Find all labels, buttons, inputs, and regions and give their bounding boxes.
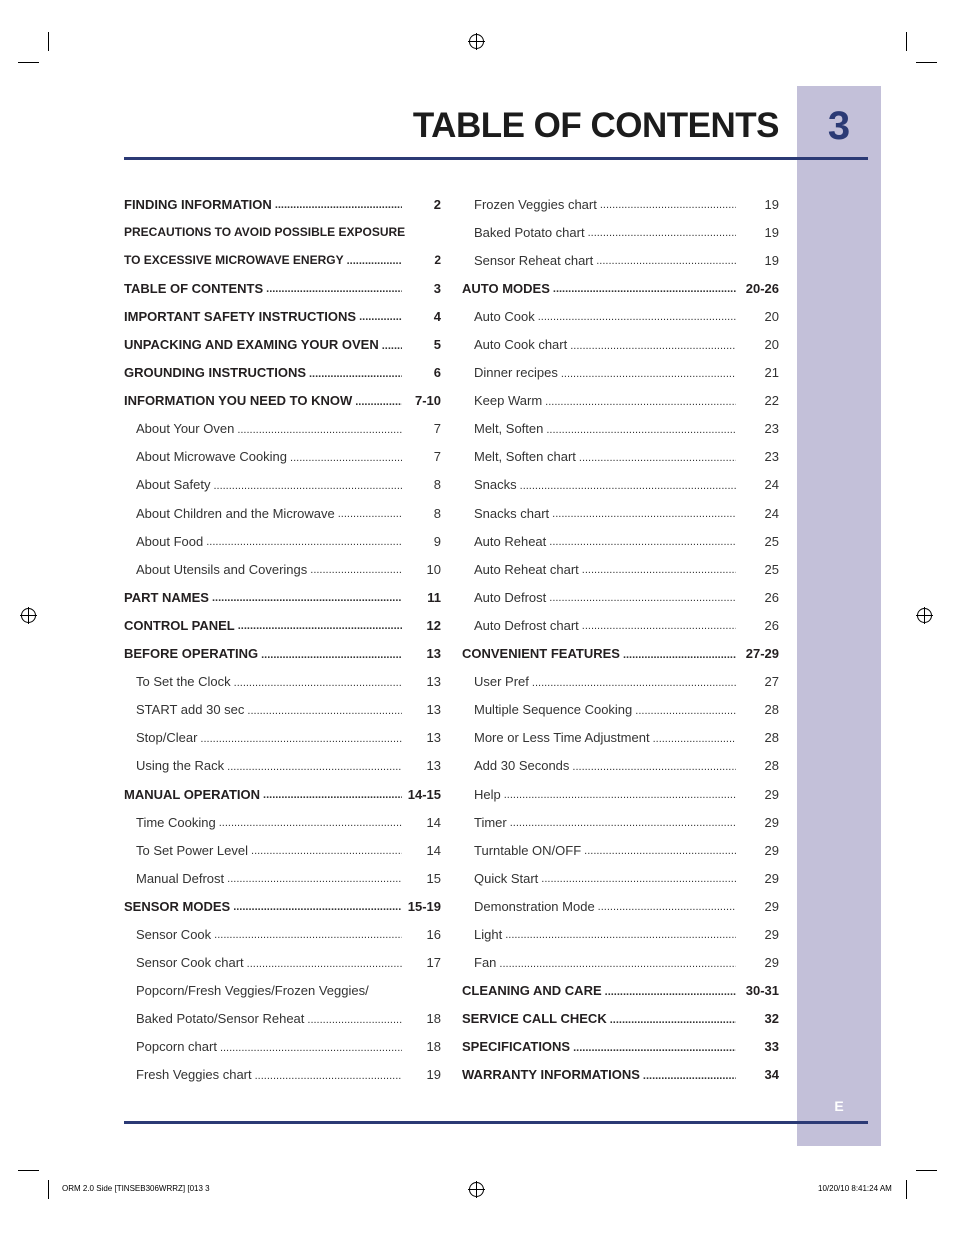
toc-entry-page: 5	[433, 337, 441, 353]
toc-entry-label: GROUNDING INSTRUCTIONS	[124, 365, 306, 381]
toc-entry-page: 23	[764, 421, 779, 437]
toc-entry-page: 4	[433, 308, 441, 324]
toc-entry-page: 12	[426, 617, 441, 633]
toc-entry-label: CONVENIENT FEATURES	[462, 646, 620, 662]
toc-entry-label: BEFORE OPERATING	[124, 646, 259, 662]
toc-entry	[462, 920, 779, 948]
toc-entry	[124, 555, 441, 583]
dot-leader	[573, 1040, 736, 1054]
dot-leader	[220, 1040, 402, 1054]
side-tab	[797, 86, 881, 1146]
toc-entry	[462, 583, 779, 611]
toc-entry-page: 19	[764, 196, 779, 212]
toc-entry-page: 25	[764, 533, 779, 549]
toc-entry-label: Snacks	[474, 477, 517, 493]
toc-entry-page: 20-26	[745, 280, 779, 296]
toc-entry-label: SPECIFICATIONS	[462, 1039, 571, 1055]
toc-entry-page: 25	[764, 561, 779, 577]
toc-entry	[124, 190, 441, 218]
toc-entry-page: 10	[426, 561, 441, 577]
dot-leader	[206, 534, 402, 548]
dot-leader	[610, 1012, 736, 1026]
toc-entry	[124, 527, 441, 555]
toc-entry	[462, 274, 779, 302]
dot-leader	[234, 675, 402, 689]
toc-entry	[124, 1005, 441, 1033]
title-rule	[124, 157, 868, 160]
toc-entry	[124, 892, 441, 920]
toc-entry-page: 24	[764, 505, 779, 521]
toc-entry	[124, 640, 441, 668]
page-number: 3	[827, 104, 851, 148]
toc-entry-page: 19	[764, 252, 779, 268]
toc-entry	[124, 949, 441, 977]
dot-leader	[307, 1012, 402, 1026]
toc-entry-page: 8	[433, 505, 441, 521]
dot-leader	[579, 450, 736, 464]
toc-entry	[462, 302, 779, 330]
dot-leader	[653, 731, 736, 745]
toc-entry-label: To Set Power Level	[136, 842, 249, 858]
toc-entry	[124, 864, 441, 892]
dot-leader	[247, 703, 402, 717]
crop-mark	[906, 1180, 907, 1199]
toc-entry-label: INFORMATION YOU NEED TO KNOW	[124, 393, 353, 409]
toc-entry-label: To Set the Clock	[136, 674, 231, 690]
toc-entry-label: IMPORTANT SAFETY INSTRUCTIONS	[124, 308, 357, 324]
dot-leader	[214, 927, 402, 941]
toc-entry	[124, 274, 441, 302]
toc-entry	[124, 752, 441, 780]
toc-entry-page: 13	[426, 702, 441, 718]
crop-mark	[18, 62, 39, 63]
dot-leader	[347, 253, 402, 267]
dot-leader	[582, 562, 736, 576]
toc-entry-page: 29	[764, 842, 779, 858]
registration-mark-icon	[469, 1182, 484, 1197]
toc-entry	[462, 611, 779, 639]
toc-entry-page: 30-31	[745, 983, 779, 999]
toc-entry	[462, 1061, 779, 1089]
toc-entry-label: About Food	[136, 533, 204, 549]
toc-entry-label: Fan	[474, 955, 497, 971]
dot-leader	[227, 871, 402, 885]
toc-entry-label: Help	[474, 786, 501, 802]
toc-entry-label: Frozen Veggies chart	[474, 196, 597, 212]
toc-entry-page: 19	[426, 1067, 441, 1083]
toc-entry-page: 28	[764, 702, 779, 718]
dot-leader	[643, 1068, 736, 1082]
toc-entry-page: 29	[764, 870, 779, 886]
dot-leader	[510, 815, 736, 829]
dot-leader	[255, 1068, 402, 1082]
toc-entry-page: 13	[426, 646, 441, 662]
toc-entry	[462, 808, 779, 836]
dot-leader	[505, 927, 736, 941]
dot-leader	[212, 590, 402, 604]
toc-entry-label: PART NAMES	[124, 589, 209, 605]
dot-leader	[382, 338, 402, 352]
registration-mark-icon	[469, 34, 484, 49]
toc-entry	[124, 611, 441, 639]
toc-entry	[462, 977, 779, 1005]
toc-entry-label: Time Cooking	[136, 814, 216, 830]
toc-entry-page: 20	[764, 308, 779, 324]
crop-mark	[916, 62, 937, 63]
toc-entry-label: Keep Warm	[474, 393, 543, 409]
toc-entry-page: 14	[426, 814, 441, 830]
toc-entry-page: 24	[764, 477, 779, 493]
dot-leader	[600, 197, 736, 211]
toc-entry	[462, 443, 779, 471]
dot-leader	[520, 478, 736, 492]
toc-entry-page: 11	[427, 589, 441, 605]
slug-right: 10/20/10 8:41:24 AM	[818, 1184, 892, 1193]
toc-entry-label: START add 30 sec	[136, 702, 245, 718]
toc-entry-label: UNPACKING AND EXAMING YOUR OVEN	[124, 337, 379, 353]
toc-entry	[462, 218, 779, 246]
toc-entry	[124, 836, 441, 864]
toc-entry-page: 29	[764, 786, 779, 802]
toc-entry-page: 2	[434, 253, 441, 268]
toc-entry	[462, 1033, 779, 1061]
toc-entry	[462, 892, 779, 920]
dot-leader	[549, 590, 736, 604]
dot-leader	[588, 225, 736, 239]
dot-leader	[584, 843, 736, 857]
toc-entry	[462, 415, 779, 443]
toc-entry-label: Timer	[474, 814, 507, 830]
toc-entry	[462, 499, 779, 527]
toc-entry-page: 2	[433, 196, 441, 212]
toc-entry-page: 13	[426, 758, 441, 774]
toc-entry-page: 22	[764, 393, 779, 409]
toc-entry-label: TABLE OF CONTENTS	[124, 280, 264, 296]
toc-entry	[462, 527, 779, 555]
toc-entry	[462, 949, 779, 977]
dot-leader	[237, 422, 402, 436]
dot-leader	[261, 647, 402, 661]
dot-leader	[598, 899, 736, 913]
toc-entry	[124, 780, 441, 808]
toc-entry-page: 14-15	[407, 786, 441, 802]
toc-entry-label: PRECAUTIONS TO AVOID POSSIBLE EXPOSURE	[124, 225, 406, 240]
dot-leader	[338, 506, 402, 520]
toc-entry	[124, 471, 441, 499]
toc-entry-label: Fresh Veggies chart	[136, 1067, 252, 1083]
toc-entry	[124, 696, 441, 724]
dot-leader	[213, 478, 402, 492]
toc-entry	[124, 246, 441, 274]
toc-entry-page: 18	[426, 1039, 441, 1055]
dot-leader	[266, 281, 402, 295]
toc-entry-label: Snacks chart	[474, 505, 550, 521]
toc-entry-page: 29	[764, 926, 779, 942]
dot-leader	[570, 338, 736, 352]
bottom-rule	[124, 1121, 868, 1124]
dot-leader	[263, 787, 402, 801]
toc-entry-page: 16	[426, 926, 441, 942]
dot-leader	[275, 197, 402, 211]
toc-entry-label: Auto Cook chart	[474, 337, 568, 353]
toc-entry-label: User Pref	[474, 674, 529, 690]
toc-entry	[124, 443, 441, 471]
toc-entry-page: 34	[764, 1067, 779, 1083]
toc-entry-label: Auto Reheat	[474, 533, 547, 549]
toc-entry-page: 8	[433, 477, 441, 493]
toc-entry-page: 19	[764, 224, 779, 240]
toc-entry	[462, 864, 779, 892]
toc-entry-label: Dinner recipes	[474, 365, 558, 381]
toc-entry-page: 21	[764, 365, 779, 381]
toc-entry-label: Demonstration Mode	[474, 898, 595, 914]
toc-entry-label: Baked Potato/Sensor Reheat	[136, 1011, 305, 1027]
toc-entry-page: 14	[426, 842, 441, 858]
toc-entry-label: WARRANTY INFORMATIONS	[462, 1067, 640, 1083]
toc-entry	[124, 330, 441, 358]
toc-entry-page: 32	[764, 1011, 779, 1027]
toc-entry-label: Baked Potato chart	[474, 224, 585, 240]
toc-entry-label: About Children and the Microwave	[136, 505, 335, 521]
toc-entry-page: 26	[764, 617, 779, 633]
toc-entry-page: 13	[426, 730, 441, 746]
toc-entry-page: 7	[433, 449, 441, 465]
dot-leader	[635, 703, 736, 717]
toc-entry	[462, 724, 779, 752]
toc-entry-label: Auto Defrost	[474, 589, 547, 605]
registration-mark-icon	[917, 608, 932, 623]
toc-entry-label: Auto Reheat chart	[474, 561, 579, 577]
dot-leader	[561, 366, 736, 380]
toc-entry-label: Sensor Cook chart	[136, 955, 244, 971]
crop-mark	[18, 1170, 39, 1171]
toc-entry-page: 17	[426, 955, 441, 971]
toc-entry-label: CLEANING AND CARE	[462, 983, 602, 999]
dot-leader	[359, 309, 402, 323]
toc-entry	[124, 218, 441, 246]
dot-leader	[596, 253, 736, 267]
crop-mark	[916, 1170, 937, 1171]
crop-mark	[48, 32, 49, 51]
toc-entry-label: TO EXCESSIVE MICROWAVE ENERGY	[124, 253, 344, 268]
dot-leader	[605, 984, 736, 998]
toc-entry-label: Light	[474, 926, 503, 942]
toc-entry-page: 20	[764, 337, 779, 353]
toc-entry-label: Melt, Soften chart	[474, 449, 576, 465]
toc-entry-page: 29	[764, 955, 779, 971]
dot-leader	[504, 787, 736, 801]
toc-entry	[462, 359, 779, 387]
toc-entry-label: Using the Rack	[136, 758, 225, 774]
dot-leader	[545, 394, 736, 408]
toc-left-column	[124, 190, 441, 1089]
dot-leader	[553, 281, 736, 295]
toc-entry	[124, 808, 441, 836]
toc-entry	[462, 668, 779, 696]
toc-entry-label: AUTO MODES	[462, 280, 550, 296]
toc-entry-label: Sensor Reheat chart	[474, 252, 594, 268]
page-title: TABLE OF CONTENTS	[412, 106, 779, 145]
toc-entry-page: 28	[764, 758, 779, 774]
dot-leader	[532, 675, 736, 689]
dot-leader	[290, 450, 402, 464]
toc-entry-page: 27	[764, 674, 779, 690]
toc-entry	[124, 359, 441, 387]
toc-entry-page: 23	[764, 449, 779, 465]
toc-entry	[124, 977, 441, 1005]
toc-entry-label: About Safety	[136, 477, 211, 493]
dot-leader	[310, 562, 402, 576]
dot-leader	[572, 759, 736, 773]
dot-leader	[247, 956, 402, 970]
crop-mark	[906, 32, 907, 51]
toc-entry-label: More or Less Time Adjustment	[474, 730, 650, 746]
toc-entry-label: SERVICE CALL CHECK	[462, 1011, 607, 1027]
toc-entry	[462, 555, 779, 583]
toc-entry-page: 29	[764, 898, 779, 914]
toc-entry	[462, 387, 779, 415]
toc-entry-page: 33	[764, 1039, 779, 1055]
toc-entry	[462, 780, 779, 808]
toc-entry-label: About Microwave Cooking	[136, 449, 288, 465]
toc-entry-label: Quick Start	[474, 870, 539, 886]
toc-entry-page: 7	[433, 421, 441, 437]
slug-left: ORM 2.0 Side [TINSEB306WRRZ] [013 3	[62, 1184, 210, 1193]
toc-entry-label: SENSOR MODES	[124, 898, 231, 914]
dot-leader	[552, 506, 736, 520]
toc-entry	[462, 836, 779, 864]
toc-entry-page: 15	[426, 870, 441, 886]
toc-entry-page: 3	[433, 280, 441, 296]
dot-leader	[541, 871, 736, 885]
toc-entry	[462, 330, 779, 358]
dot-leader	[582, 618, 736, 632]
toc-entry-page: 18	[426, 1011, 441, 1027]
toc-entry-label: Sensor Cook	[136, 926, 212, 942]
toc-entry	[462, 246, 779, 274]
toc-entry	[124, 583, 441, 611]
toc-entry-label: About Utensils and Coverings	[136, 561, 308, 577]
toc-entry-page: 27-29	[745, 646, 779, 662]
toc-right-column	[462, 190, 779, 1089]
toc-entry	[462, 190, 779, 218]
dot-leader	[546, 422, 736, 436]
toc-entry	[462, 640, 779, 668]
toc-entry-page: 9	[433, 533, 441, 549]
dot-leader	[227, 759, 402, 773]
toc-entry-label: Popcorn chart	[136, 1039, 217, 1055]
toc-entry	[462, 696, 779, 724]
dot-leader	[219, 815, 402, 829]
toc-entry-page: 29	[764, 814, 779, 830]
toc-entry-label: About Your Oven	[136, 421, 235, 437]
dot-leader	[372, 984, 402, 998]
toc-entry	[124, 302, 441, 330]
registration-mark-icon	[21, 608, 36, 623]
toc-entry	[124, 415, 441, 443]
toc-entry-label: Auto Defrost chart	[474, 617, 579, 633]
toc-entry	[124, 387, 441, 415]
toc-entry-label: Melt, Soften	[474, 421, 544, 437]
toc-entry-label: MANUAL OPERATION	[124, 786, 261, 802]
toc-entry-label: Auto Cook	[474, 308, 535, 324]
dot-leader	[355, 394, 402, 408]
toc-entry-page: 28	[764, 730, 779, 746]
toc-entry	[124, 920, 441, 948]
toc-entry	[124, 668, 441, 696]
toc-entry-page: 6	[433, 365, 441, 381]
dot-leader	[251, 843, 402, 857]
toc-entry-label: Turntable ON/OFF	[474, 842, 582, 858]
toc-entry-label: FINDING INFORMATION	[124, 196, 272, 212]
toc-entry-label: CONTROL PANEL	[124, 617, 235, 633]
toc-entry-page: 7-10	[414, 393, 441, 409]
toc-entry-page: 15-19	[407, 898, 441, 914]
dot-leader	[538, 309, 736, 323]
toc-entry-label: Multiple Sequence Cooking	[474, 702, 633, 718]
toc-entry	[124, 724, 441, 752]
toc-entry	[124, 1061, 441, 1089]
toc-entry-label: Popcorn/Fresh Veggies/Frozen Veggies/	[136, 983, 369, 999]
toc-entry-page: 26	[764, 589, 779, 605]
dot-leader	[549, 534, 736, 548]
toc-entry	[124, 1033, 441, 1061]
toc-entry-label: Add 30 Seconds	[474, 758, 570, 774]
toc-entry	[462, 1005, 779, 1033]
toc-entry	[124, 499, 441, 527]
language-tab: E	[834, 1098, 844, 1114]
toc-entry	[462, 752, 779, 780]
dot-leader	[200, 731, 402, 745]
toc-entry	[462, 471, 779, 499]
dot-leader	[233, 899, 402, 913]
dot-leader	[499, 956, 736, 970]
dot-leader	[623, 647, 736, 661]
toc-entry-label: Stop/Clear	[136, 730, 198, 746]
toc-entry-page: 13	[426, 674, 441, 690]
toc-entry-label: Manual Defrost	[136, 870, 225, 886]
crop-mark	[48, 1180, 49, 1199]
dot-leader	[238, 618, 402, 632]
dot-leader	[309, 366, 402, 380]
